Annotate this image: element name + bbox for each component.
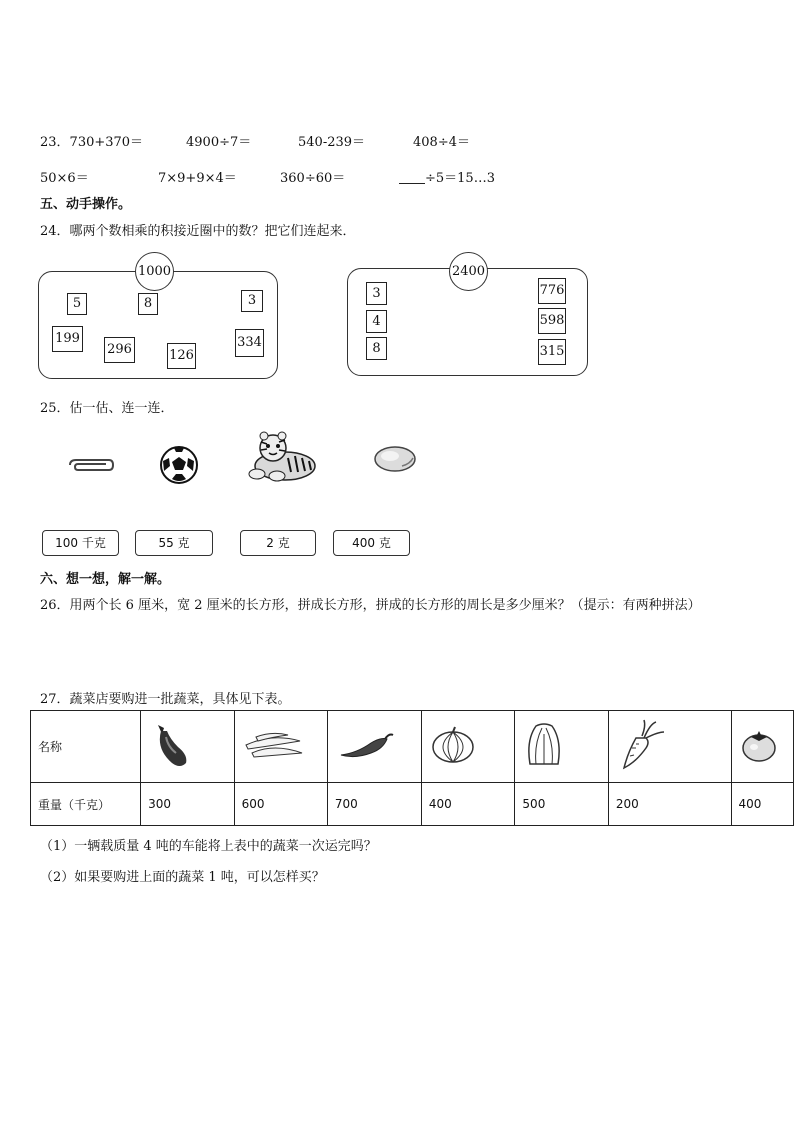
- weight-option[interactable]: 400 克: [333, 530, 410, 556]
- weight-option[interactable]: 2 克: [240, 530, 316, 556]
- q24-question: 24．哪两个数相乘的积接近圈中的数？把它们连起来．: [40, 224, 356, 239]
- q23-expr-8: [399, 167, 495, 186]
- q24-left-num[interactable]: 296: [104, 337, 135, 363]
- section-heading-5: 五、动手操作。: [40, 197, 132, 212]
- q24-left-num[interactable]: 334: [235, 329, 264, 357]
- q24-right-num[interactable]: 3: [366, 282, 387, 305]
- weight-option[interactable]: 100 千克: [42, 530, 119, 556]
- vegetable-table: [30, 710, 794, 826]
- table-cell: [608, 711, 731, 783]
- q23-expr-3: 540-239＝: [298, 135, 366, 150]
- eggplant-icon: [148, 719, 196, 771]
- q23-expr-4: 408÷4＝: [413, 135, 470, 150]
- cabbage-icon: [522, 720, 566, 770]
- section-heading-6: 六、想一想，解一解。: [40, 572, 171, 587]
- q24-left-num[interactable]: 5: [67, 293, 87, 315]
- q24-right-num[interactable]: 776: [538, 278, 566, 304]
- weight-option[interactable]: 55 克: [135, 530, 213, 556]
- q24-right-num[interactable]: 598: [538, 308, 566, 334]
- paperclip-icon[interactable]: [66, 455, 116, 475]
- soccer-ball-icon[interactable]: [158, 444, 200, 486]
- q24-left-num[interactable]: 126: [167, 343, 196, 369]
- q27-sub-question-1: （1）一辆载质量 4 吨的车能将上表中的蔬菜一次运完吗？: [40, 839, 377, 854]
- q24-right-target: 2400: [449, 252, 488, 291]
- answer-blank[interactable]: [399, 171, 425, 184]
- table-cell: [731, 711, 794, 783]
- q24-left-num[interactable]: 199: [52, 326, 83, 352]
- egg-icon[interactable]: [372, 444, 418, 474]
- q23-expr-7: 360÷60＝: [280, 171, 346, 186]
- bean-pods-icon: [242, 725, 306, 765]
- table-cell: [421, 711, 515, 783]
- table-cell: 300: [141, 783, 235, 826]
- q23-expr-1: 23．730+370＝: [40, 135, 144, 150]
- table-cell: [141, 711, 235, 783]
- table-cell: [515, 711, 608, 783]
- q23-expr-6: 7×9+9×4＝: [158, 171, 237, 186]
- q24-left-num[interactable]: 8: [138, 293, 158, 315]
- q24-right-num[interactable]: 315: [538, 339, 566, 365]
- q24-right-num[interactable]: 8: [366, 337, 387, 360]
- table-row-weights: [31, 783, 794, 826]
- table-cell: 200: [608, 783, 731, 826]
- table-row-names: [31, 711, 794, 783]
- table-cell: 500: [515, 783, 608, 826]
- radish-icon: [616, 718, 668, 772]
- table-cell: 400: [421, 783, 515, 826]
- table-cell: 600: [234, 783, 327, 826]
- table-cell: [327, 711, 421, 783]
- table-header-name: 名称: [31, 711, 141, 783]
- q24-left-target: 1000: [135, 252, 174, 291]
- table-cell: 400: [731, 783, 794, 826]
- tiger-toy-icon[interactable]: [243, 428, 323, 484]
- q27-question: 27．蔬菜店要购进一批蔬菜，具体见下表。: [40, 692, 291, 707]
- q26-question: 26．用两个长 6 厘米，宽 2 厘米的长方形，拼成长方形，拼成的长方形的周长是多少厘米？（提示：有两种拼法）: [40, 598, 701, 613]
- table-header-weight: 重量（千克）: [31, 783, 141, 826]
- q23-expr-2: 4900÷7＝: [186, 135, 252, 150]
- q27-sub-question-2: （2）如果要购进上面的蔬菜 1 吨，可以怎样买？: [40, 870, 325, 885]
- tomato-icon: [739, 725, 779, 765]
- q23-expr-8-text: ÷5＝15…3: [425, 171, 495, 186]
- table-cell: [234, 711, 327, 783]
- q24-right-num[interactable]: 4: [366, 310, 387, 333]
- q24-left-num[interactable]: 3: [241, 290, 263, 312]
- table-cell: 700: [327, 783, 421, 826]
- chili-pepper-icon: [335, 727, 395, 763]
- pumpkin-icon: [429, 725, 477, 765]
- q25-question: 25．估一估、连一连．: [40, 401, 174, 416]
- q23-expr-5: 50×6＝: [40, 171, 89, 186]
